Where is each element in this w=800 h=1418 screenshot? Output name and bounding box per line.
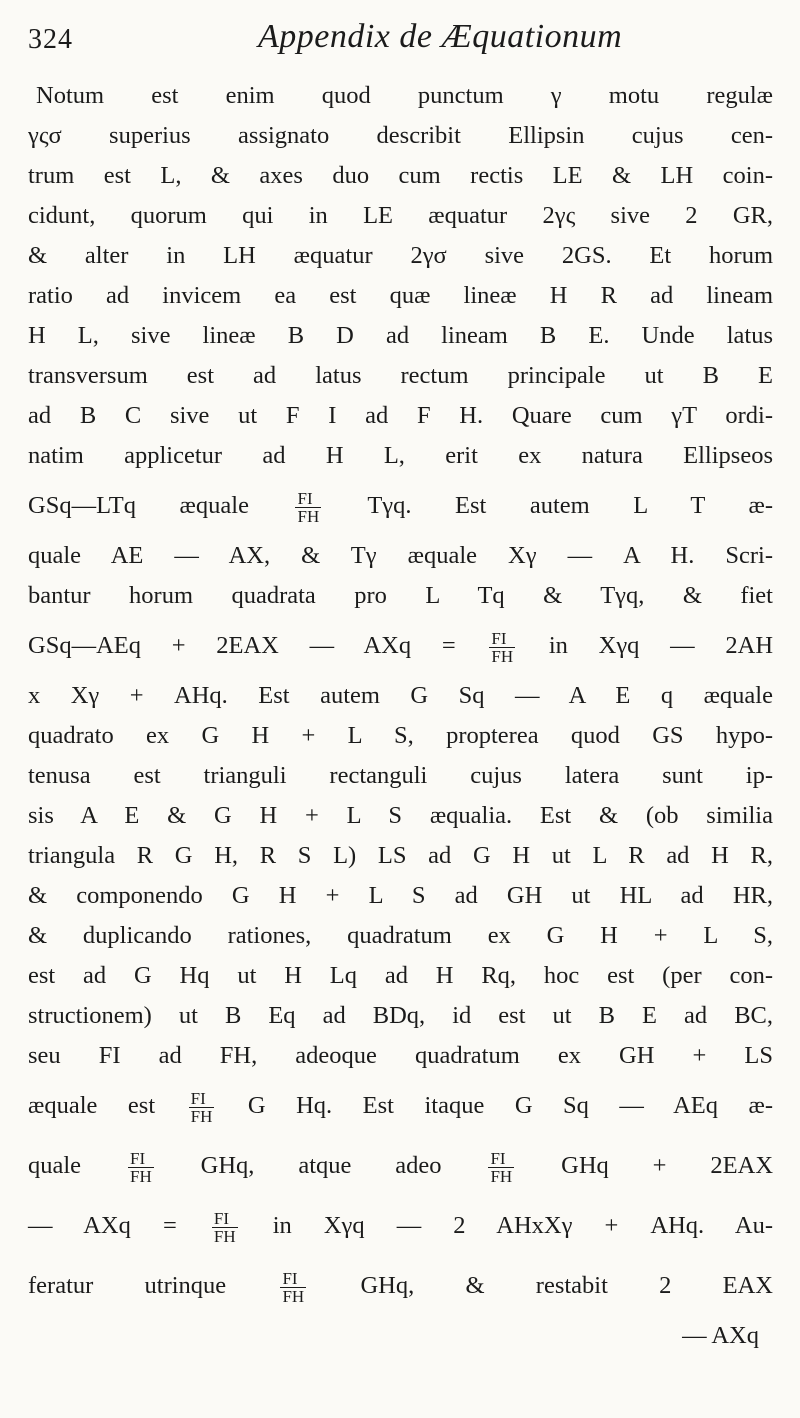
equation-line [28,1196,773,1256]
fraction-denominator: FH [213,1226,236,1246]
text-line: γςσ superius assignato describit Ellipsin cujus cen- [28,122,773,149]
running-head: Appendix de Æquationum [258,18,623,55]
body-text [28,76,773,1356]
text-line: H L, sive lineæ B D ad lineam B E. Unde latus [28,322,773,349]
text-line: ad B C sive ut F I ad F H. Quare cum γT ordi- [28,402,773,429]
text-line: seu FI ad FH, adeoque quadratum ex GH + LS [28,1042,773,1069]
equation-text: in Xγq — 2AH [548,632,774,659]
text-line: est ad G Hq ut H Lq ad H Rq, hoc est (per con- [28,962,773,989]
fraction-denominator: FH [129,1166,152,1186]
text-line: transversum est ad latus rectum principale ut B E [28,362,773,389]
fraction-denominator: FH [491,646,514,666]
fraction-denominator: FH [190,1106,213,1126]
equation-line [28,1256,773,1316]
equation-text: GHq, & restabit 2 EAX [360,1272,774,1299]
page-number: 324 [28,24,73,55]
fraction-numerator: FI [280,1270,306,1288]
page-header [28,14,748,66]
text-line: ratio ad invicem ea est quæ lineæ H R ad lineam [28,282,773,309]
fraction [295,490,321,525]
fraction [189,1090,215,1125]
fraction [489,630,515,665]
text-line: Notum est enim quod punctum γ motu regulæ [36,82,773,109]
equation-line [28,476,773,536]
text-line: cidunt, quorum qui in LE æquatur 2γς sive 2 GR, [28,202,773,229]
fraction-numerator: FI [128,1150,154,1168]
text-line: x Xγ + AHq. Est autem G Sq — A E q æquale [28,682,773,709]
fraction [280,1270,306,1305]
text-line: — AXq [682,1322,759,1349]
fraction [212,1210,238,1245]
equation-text: GHq, atque adeo [200,1152,442,1179]
equation-line [28,1136,773,1196]
text-line: & duplicando rationes, quadratum ex G H + L S, [28,922,773,949]
fraction-numerator: FI [489,630,515,648]
text-line: & componendo G H + L S ad GH ut HL ad HR, [28,882,773,909]
text-line: bantur horum quadrata pro L Tq & Tγq, & fiet [28,582,773,609]
text-line: quadrato ex G H + L S, propterea quod GS hypo- [28,722,773,749]
equation-text: in Xγq — 2 AHxXγ + AHq. Au- [272,1212,774,1239]
text-line: sis A E & G H + L S æqualia. Est & (ob similia [28,802,773,829]
equation-text: G Hq. Est itaque G Sq — AEq æ- [247,1092,774,1119]
fraction-numerator: FI [488,1150,514,1168]
fraction-denominator: FH [297,506,320,526]
fraction [128,1150,154,1185]
equation-text: feratur utrinque [28,1272,227,1299]
equation-text: æquale est [28,1092,156,1119]
equation-text: Tγq. Est autem L T æ- [367,492,773,519]
text-line: structionem) ut B Eq ad BDq, id est ut B E ad BC, [28,1002,773,1029]
equation-text: GSq—LTq æquale [28,492,249,519]
text-line: & alter in LH æquatur 2γσ sive 2GS. Et horum [28,242,773,269]
text-line: quale AE — AX, & Tγ æquale Xγ — A H. Scri- [28,542,773,569]
fraction-numerator: FI [295,490,321,508]
fraction [488,1150,514,1185]
fraction-numerator: FI [212,1210,238,1228]
text-line: triangula R G H, R S L) LS ad G H ut L R ad H R, [28,842,773,869]
fraction-denominator: FH [490,1166,513,1186]
fraction-denominator: FH [282,1286,305,1306]
equation-line [28,616,773,676]
equation-text: quale [28,1152,82,1179]
fraction-numerator: FI [189,1090,215,1108]
equation-line [28,1076,773,1136]
text-line: natim applicetur ad H L, erit ex natura Ellipseos [28,442,773,469]
text-line: trum est L, & axes duo cum rectis LE & LH coin- [28,162,773,189]
equation-text: GSq—AEq + 2EAX — AXq = [28,632,456,659]
text-line: tenusa est trianguli rectanguli cujus latera sunt ip- [28,762,773,789]
equation-text: — AXq = [28,1212,177,1239]
equation-text: GHq + 2EAX [561,1152,774,1179]
